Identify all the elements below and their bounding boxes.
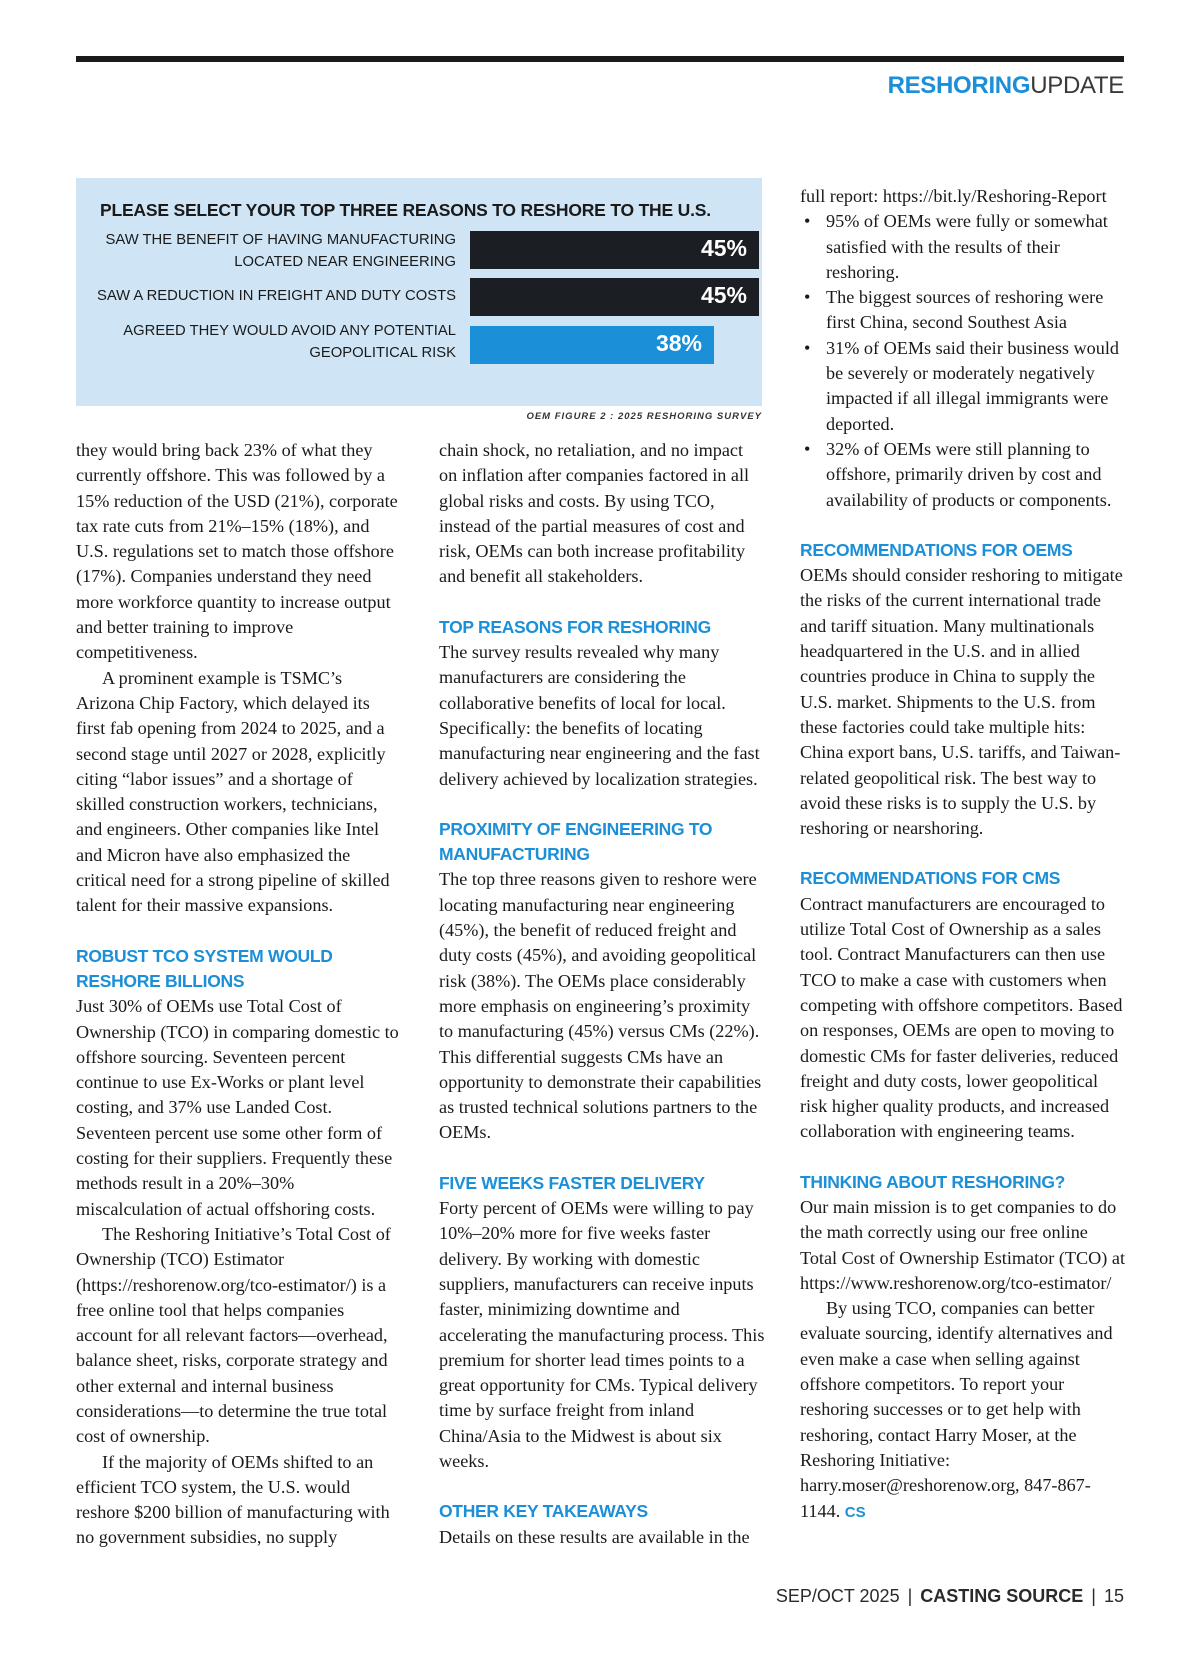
bar-label-line: LOCATED NEAR ENGINEERING <box>234 254 456 270</box>
closing-text: By using TCO, companies can better evaluate sourcing, identify alternatives and even make a case when selling against offshore competitors. To report your reshoring successes or to get help with reshoring, contact Harry Moser, at the Reshoring Initiative: harry.moser@reshorenow.org, 847-867-1144. <box>800 1298 1113 1521</box>
bar-value-label: 45% <box>700 235 747 261</box>
paragraph <box>800 1296 1126 1525</box>
column-2 <box>439 438 765 1550</box>
section-header <box>888 72 1124 100</box>
issue-date: SEP/OCT 2025 <box>775 1586 900 1606</box>
paragraph: chain shock, no retaliation, and no impact on inflation after companies factored in all global risks and costs. By using TCO, instead of the partial measures of cost and risk, OEMs can both increase profitability and benefit all stakeholders. <box>439 440 750 587</box>
chart-bar <box>470 278 759 316</box>
list-item: • 32% of OEMs were still planning to offshore, primarily driven by cost and availability of products or components. <box>800 437 1126 513</box>
paragraph: The Reshoring Initiative’s Total Cost of Ownership (TCO) Estimator (https://reshorenow.org/tco-estimator/) is a free online tool that helps companies account for all relevant factors—overhead, balance sheet, risks, corporate strategy and other external and internal business considerations—to determine the true total cost of ownership. <box>76 1223 391 1447</box>
subheading: OTHER KEY TAKEAWAYS <box>439 1501 648 1522</box>
subheading: RECOMMENDATIONS FOR OEMS <box>800 539 1073 560</box>
bar-label-line: SAW THE BENEFIT OF HAVING MANUFACTURING <box>105 232 456 248</box>
chart-caption: OEM FIGURE 2 : 2025 RESHORING SURVEY <box>526 411 762 422</box>
bar-label <box>97 285 456 307</box>
bar-label <box>106 229 457 273</box>
chart-title: PLEASE SELECT YOUR TOP THREE REASONS TO RESHORE TO THE U.S. <box>100 200 711 220</box>
subheading: RECOMMENDATIONS FOR CMS <box>800 868 1061 889</box>
bar-label <box>123 320 456 364</box>
subheading: ROBUST TCO SYSTEM WOULD RESHORE BILLIONS <box>76 945 333 991</box>
chart-bar <box>470 231 759 269</box>
bar-value-label: 38% <box>655 330 702 356</box>
paragraph: If the majority of OEMs shifted to an efficient TCO system, the U.S. would reshore $200 billion of manufacturing with no government subsidies, no supply <box>76 1451 390 1548</box>
paragraph: A prominent example is TSMC’s Arizona Chip Factory, which delayed its first fab opening from 2024 to 2025, and a second stage until 2027 or 2028, explicitly citing “labor issues” and a shortage of skilled construction workers, technicians, and engineers. Other companies like Intel and Micron have also emphasized the critical need for a strong pipeline of skilled talent for their massive expansions. <box>76 667 390 916</box>
subheading: TOP REASONS FOR RESHORING <box>439 616 711 637</box>
subheading: FIVE WEEKS FASTER DELIVERY <box>439 1172 705 1193</box>
end-mark: CS <box>844 1503 866 1521</box>
paragraph: Just 30% of OEMs use Total Cost of Ownership (TCO) in comparing domestic to offshore sourcing. Seventeen percent continue to use Ex-Works or plant level costing, and 37% use Landed Cost. Seventeen percent use some other form of costing for their suppliers. Frequently these methods result in a 20%–30% miscalculation of actual offshoring costs. <box>76 996 399 1219</box>
section-header-light: UPDATE <box>1030 72 1124 99</box>
magazine-name: CASTING SOURCE <box>920 1586 1084 1606</box>
list-item: • 31% of OEMs said their business would be severely or moderately negatively impacted if all illegal immigrants were deported. <box>800 336 1126 437</box>
paragraph: The top three reasons given to reshore were locating manufacturing near engineering (45%), the benefit of reduced freight and duty costs (45%), and avoiding geopolitical risk (38%). The OEMs place considerably more emphasis on engineering’s proximity to manufacturing (45%) versus CMs (22%). This differential suggests CMs have an opportunity to demonstrate their capabilities as trusted technical solutions partners to the OEMs. <box>439 869 762 1143</box>
footer-divider: | <box>1091 1586 1096 1606</box>
subheading: THINKING ABOUT RESHORING? <box>800 1171 1066 1192</box>
page-footer <box>776 1586 1124 1607</box>
subheading: PROXIMITY OF ENGINEERING TO MANUFACTURING <box>439 818 713 865</box>
page-number: 15 <box>1103 1586 1124 1606</box>
paragraph: they would bring back 23% of what they currently offshore. This was followed by a 15% reduction of the USD (21%), corporate tax rate cuts from 21%–15% (18%), and U.S. regulations set to match those offshore (17%). Companies understand they need more workforce quantity to increase output and better training to improve competitiveness. <box>76 440 398 663</box>
bar-label-line: SAW A REDUCTION IN FREIGHT AND DUTY COSTS <box>96 288 456 304</box>
paragraph: Forty percent of OEMs were willing to pay 10%–20% more for five weeks faster delivery. By working with domestic suppliers, manufacturers can receive inputs faster, minimizing downtime and accelerating the manufacturing process. This premium for shorter lead times points to a great opportunity for CMs. Typical delivery time by surface freight from inland China/Asia to the Midwest is about six weeks. <box>439 1198 765 1471</box>
section-header-bold: RESHORING <box>887 72 1031 99</box>
column-1 <box>76 438 402 1551</box>
paragraph: OEMs should consider reshoring to mitigate the risks of the current international trade and tariff situation. Many multinationals headquartered in the U.S. and in allied countries produce in China to supply the U.S. market. Shipments to the U.S. from these factories could take multiple hits: China export bans, U.S. tariffs, and Taiwan-related geopolitical risk. The best way to avoid these risks is to supply the U.S. by reshoring or nearshoring. <box>800 565 1123 839</box>
paragraph: Details on these results are available in the <box>439 1526 750 1547</box>
list-item: • 95% of OEMs were fully or somewhat satisfied with the results of their reshoring. <box>800 209 1126 285</box>
column-3 <box>800 184 1126 1525</box>
bar-label-line: AGREED THEY WOULD AVOID ANY POTENTIAL <box>123 323 456 339</box>
footer-divider: | <box>907 1586 913 1606</box>
reasons-bar-chart <box>76 178 762 406</box>
paragraph: Contract manufacturers are encouraged to utilize Total Cost of Ownership as a sales tool. Contract Manufacturers can then use TCO to make a case with customers when competing with offshore competitors. Based on responses, OEMs are open to moving to domestic CMs for faster deliveries, reduced freight and duty costs, lower geopolitical risk higher quality products, and increased collaboration with engineering teams. <box>800 893 1123 1142</box>
paragraph: Our main mission is to get companies to do the math correctly using our free online Total Cost of Ownership Estimator (TCO) at https://www.reshorenow.org/tco-estimator/ <box>800 1196 1126 1293</box>
chart-bar <box>470 326 714 364</box>
bar-label-line: GEOPOLITICAL RISK <box>309 345 456 361</box>
top-rule <box>76 56 1124 62</box>
takeaways-list <box>800 209 1126 513</box>
paragraph: full report: https://bit.ly/Reshoring-Report <box>800 186 1107 206</box>
paragraph: The survey results revealed why many manufacturers are considering the collaborative benefits of local for local. Specifically: the benefits of locating manufacturing near engineering and the fast delivery achieved by localization strategies. <box>439 642 760 789</box>
bar-value-label: 45% <box>700 282 747 308</box>
list-item: • The biggest sources of reshoring were first China, second Southest Asia <box>800 285 1126 336</box>
